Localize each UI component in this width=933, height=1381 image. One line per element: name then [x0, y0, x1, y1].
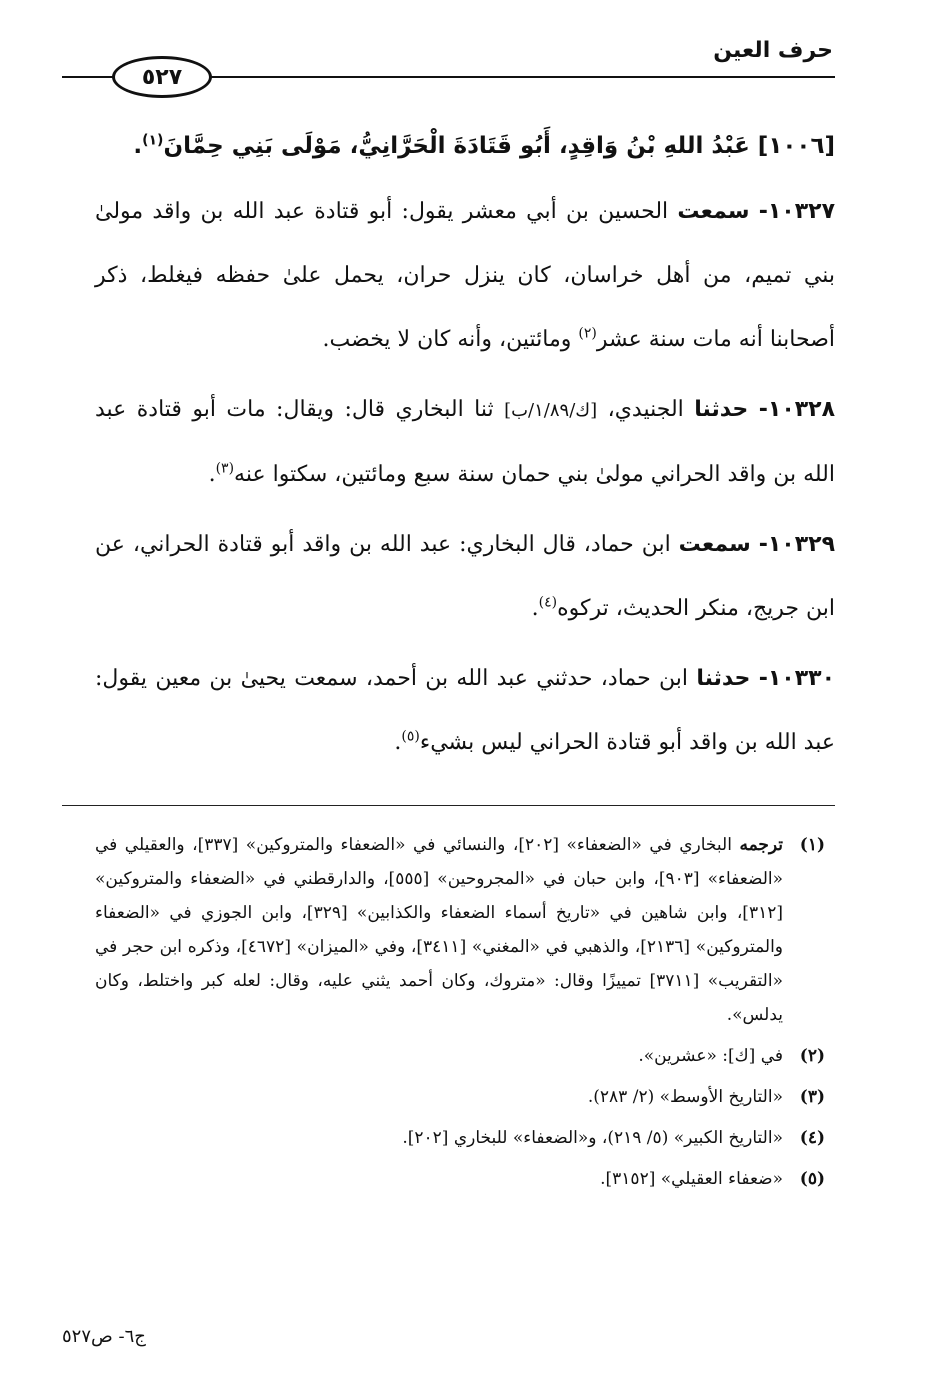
narration-keyword: حدثنا: [694, 397, 749, 422]
narration-number: ١٠٣٢٨: [767, 397, 836, 422]
narration-dash: -: [758, 397, 768, 422]
narration-paragraph: [95, 513, 835, 641]
footnote-marker: (٥): [401, 728, 420, 745]
footnote-text: البخاري في «الضعفاء» [٢٠٢]، والنسائي في «الضعفاء والمتروكين» [٣٣٧]، والعقيلي في «الضعفاء» [٩٠٣]، وابن حبان في «المجروحين» [٥٥٥]، والدارقطني في «الضعفاء والمتروكين» [٣١٢]، وابن شاهين في «تاريخ أسماء الضعفاء والكذابين» [٣٢٩]، وابن الجوزي في «الضعفاء والمتروكين» [٢١٣٦]، والذهبي في «المغني» [٣٤١١]، وفي «الميزان» [٤٦٧٢]، وذكره ابن حجر في «التقريب» [٣٧١١] تمييزًا وقال: «متروك، وكان أحمد يثني عليه، وقال: لعله كبر واختلط، وكان يدلس».: [95, 835, 784, 1025]
volume-page-reference: ج٦- ص٥٢٧: [62, 1326, 146, 1347]
entry-heading-text: [١٠٠٦] عَبْدُ اللهِ بْنُ وَاقِدٍ، أَبُو قَتَادَةَ الْحَرَّانِيُّ، مَوْلَى بَنِي حِمَّانَ: [163, 133, 835, 159]
narration-text: الجنيدي،: [607, 397, 684, 422]
narration-text: ومائتين، وأنه كان لا يخضب.: [322, 327, 572, 352]
footnote-number: (٢): [799, 1046, 825, 1066]
narration-text: .: [208, 462, 216, 487]
footnote-number: (١): [799, 835, 825, 855]
narration-text: .: [394, 730, 402, 755]
narration-number: ١٠٣٢٩: [767, 532, 835, 557]
narration-number: ١٠٣٢٧: [767, 199, 836, 224]
footnote-text: في [ك]: «عشرين».: [638, 1046, 783, 1066]
main-text: [95, 118, 835, 781]
footnote: [95, 1039, 825, 1073]
footnote: [95, 1121, 825, 1155]
narration-number: ١٠٣٣٠: [767, 666, 835, 691]
narration-paragraph: [95, 647, 835, 775]
footnote-lead: ترجمه: [739, 835, 784, 855]
narration-paragraph: [95, 378, 835, 507]
manuscript-reference: [ك/١/٨٩/ب]: [504, 400, 598, 421]
entry-heading: [95, 118, 835, 174]
page-number-badge: [112, 56, 212, 98]
narration-keyword: سمعت: [677, 199, 750, 224]
footnote-text: «ضعفاء العقيلي» [٣١٥٢].: [600, 1169, 783, 1189]
narration-dash: -: [758, 199, 768, 224]
footnote-marker: (٤): [538, 594, 558, 611]
narration-dash: -: [758, 532, 768, 557]
narration-paragraph: [95, 180, 835, 372]
footnote-marker: (٣): [215, 460, 235, 477]
running-title: حرف العين: [713, 38, 833, 63]
footnotes-rule: [62, 805, 835, 806]
footnote: [95, 828, 825, 1032]
footnote-text: «التاريخ الأوسط» (٢/ ٢٨٣).: [587, 1087, 783, 1107]
narration-text: ابن حماد، حدثني عبد الله بن أحمد، سمعت يحيىٰ بن معين يقول: عبد الله بن واقد أبو قتادة الحراني ليس بشيء: [95, 666, 835, 755]
narration-text: .: [531, 596, 539, 621]
narration-dash: -: [758, 666, 768, 691]
page-number: ٥٢٧: [141, 64, 183, 90]
footnote-number: (٤): [799, 1128, 825, 1148]
footnote: [95, 1080, 825, 1114]
narration-keyword: سمعت: [678, 532, 751, 557]
narration-text: ثنا البخاري قال: ويقال: مات أبو قتادة عبد الله بن واقد الحراني مولىٰ بني حمان سنة سبع ومائتين، سكتوا عنه: [95, 397, 835, 487]
footnote-marker: (٢): [578, 325, 597, 342]
narration-text: الحسين بن أبي معشر يقول: أبو قتادة عبد الله بن واقد مولىٰ بني تميم، من أهل خراسان، كان ينزل حران، يحمل علىٰ حفظه فيغلط، ذكر أصحابنا أنه مات سنة عشر: [95, 199, 835, 352]
footnote-text: «التاريخ الكبير» (٥/ ٢١٩)، و«الضعفاء» للبخاري [٢٠٢].: [402, 1128, 783, 1148]
narration-text: ابن حماد، قال البخاري: عبد الله بن واقد أبو قتادة الحراني، عن ابن جريج، منكر الحديث، تركوه: [95, 532, 835, 621]
entry-heading-end: .: [133, 133, 143, 159]
footnote: [95, 1162, 825, 1196]
footnotes: [95, 828, 825, 1203]
footnote-number: (٣): [799, 1087, 825, 1107]
footnote-marker: (١): [142, 132, 164, 149]
narration-keyword: حدثنا: [696, 666, 751, 691]
footnote-number: (٥): [799, 1169, 825, 1189]
